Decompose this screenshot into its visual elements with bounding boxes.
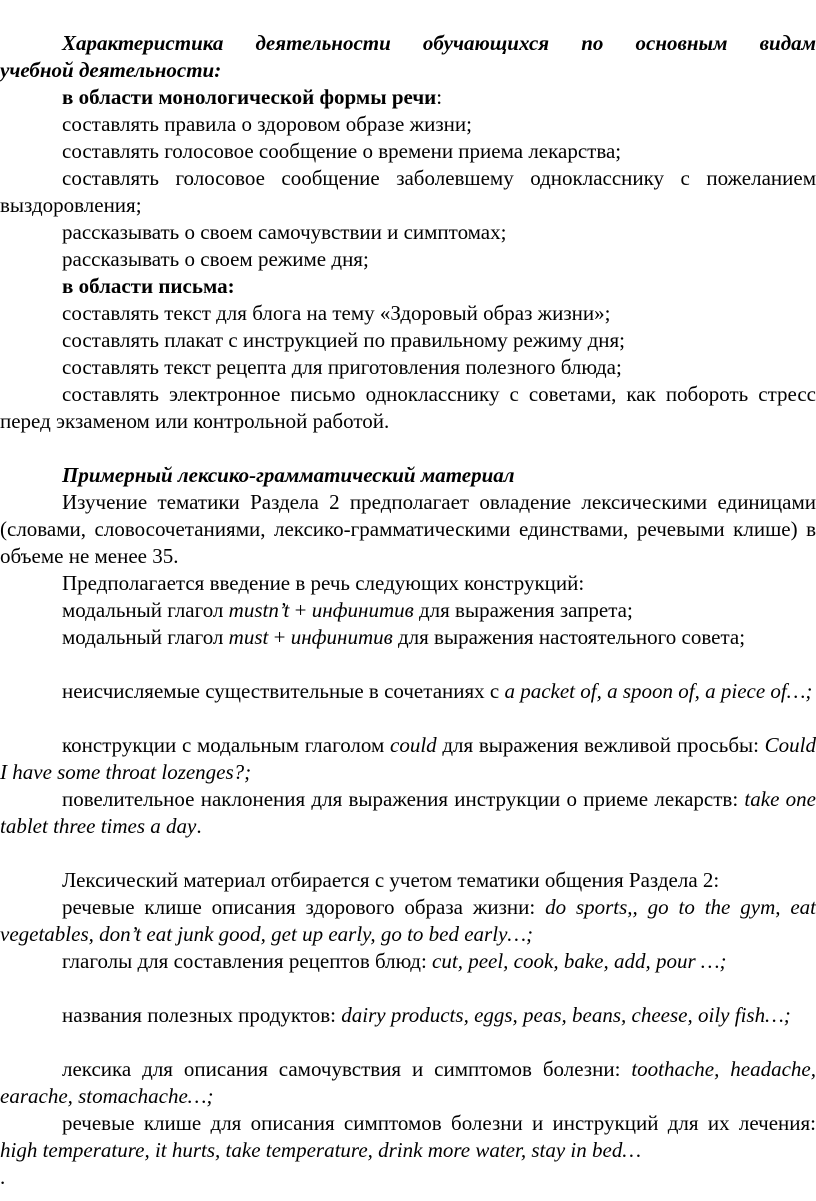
construction-text: для выражения вежливой просьбы:: [436, 733, 765, 757]
lexical-example: cut, peel, cook, bake, add, pour …;: [432, 949, 727, 973]
lexical-text: речевые клише описания здорового образа жизни:: [62, 895, 546, 919]
grammar-intro: Изучение тематики Раздела 2 предполагает овладение лексическими единицами (словами, словосочетаниями, лексико-грамматическими единствами, речевыми клише) в объеме не менее 35.: [0, 490, 816, 568]
list-item: составлять голосовое сообщение заболевшему однокласснику с пожеланием выздоровления;: [0, 166, 816, 217]
construction-item: [0, 678, 816, 705]
lexical-item: [0, 1110, 816, 1164]
construction-text: модальный глагол: [62, 598, 229, 622]
lexical-intro: Лексический материал отбирается с учетом тематики общения Раздела 2:: [62, 868, 720, 892]
list-item: составлять текст рецепта для приготовления полезного блюда;: [62, 355, 622, 379]
construction-text: повелительное наклонения для выражения инструкции о приеме лекарств:: [62, 787, 745, 811]
list-item: составлять голосовое сообщение о времени приема лекарства;: [62, 139, 622, 163]
construction-text: .: [196, 813, 202, 838]
lexical-text: названия полезных продуктов:: [62, 1003, 342, 1027]
grammar-heading: Примерный лексико-грамматический материал: [62, 463, 515, 487]
lexical-example: dairy products, eggs, peas, beans, cheese, oily fish…;: [341, 1003, 791, 1027]
lexical-text: лексика для описания самочувствия и симптомов болезни:: [62, 1057, 632, 1081]
construction-text: модальный глагол: [62, 625, 229, 649]
construction-text: неисчисляемые существительные в сочетаниях с: [62, 679, 505, 703]
monologue-title: в области монологической формы речи: [62, 85, 437, 109]
lexical-item: [0, 894, 816, 948]
lexical-item: [0, 1002, 816, 1029]
construction-example: инфинитив: [290, 625, 393, 649]
list-item: составлять правила о здоровом образе жизни;: [62, 112, 472, 136]
construction-text: +: [289, 598, 312, 622]
construction-text: для выражения настоятельного совета;: [392, 625, 746, 649]
list-item: составлять текст для блога на тему «Здоровый образ жизни»;: [62, 301, 611, 325]
construction-text: конструкции с модальным глаголом: [62, 733, 390, 757]
construction-item: [0, 732, 816, 786]
construction-example: mustn’t: [228, 598, 290, 622]
list-item: составлять электронное письмо однокласснику с советами, как побороть стресс перед экзаменом или контрольной работой.: [0, 382, 816, 433]
lexical-item: [0, 948, 816, 975]
monologue-heading: [62, 84, 816, 111]
lexical-text: речевые клише для описания симптомов болезни и инструкций для их лечения:: [62, 1111, 816, 1135]
construction-example: Could I have some throat lozenges?;: [0, 733, 816, 784]
list-item: рассказывать о своем режиме дня;: [62, 247, 369, 271]
construction-example: take one tablet three times a day: [0, 787, 816, 838]
activity-heading-line2: учебной деятельности:: [0, 58, 222, 82]
construction-text: для выражения запрета;: [413, 598, 633, 622]
monologue-colon: :: [436, 85, 443, 109]
lexical-text: глаголы для составления рецептов блюд:: [62, 949, 433, 973]
construction-example: could: [390, 733, 437, 757]
list-item: рассказывать о своем самочувствии и симптомах;: [62, 220, 507, 244]
construction-text: +: [268, 625, 291, 649]
trailing-period: .: [0, 1165, 6, 1189]
lexical-example: do sports,, go to the gym, eat vegetables, don’t eat junk good, get up early, go to bed early…;: [0, 895, 816, 946]
construction-item: [0, 624, 816, 651]
construction-example: a packet of, a spoon of, a piece of…;: [504, 679, 813, 703]
activity-heading-line1: Характеристика деятельности обучающихся по основным видам: [62, 31, 816, 55]
construction-item: [62, 597, 816, 624]
construction-item: [0, 786, 816, 840]
lexical-example: toothache, headache, earache, stomachache…;: [0, 1057, 816, 1108]
lexical-item: [0, 1056, 816, 1110]
writing-heading: в области письма:: [62, 274, 235, 298]
lexical-example: high temperature, it hurts, take temperature, drink more water, stay in bed…: [0, 1137, 642, 1162]
constructions-intro: Предполагается введение в речь следующих конструкций:: [62, 571, 585, 595]
list-item: составлять плакат с инструкцией по правильному режиму дня;: [62, 328, 626, 352]
construction-example: инфинитив: [311, 598, 414, 622]
construction-example: must: [228, 625, 269, 649]
